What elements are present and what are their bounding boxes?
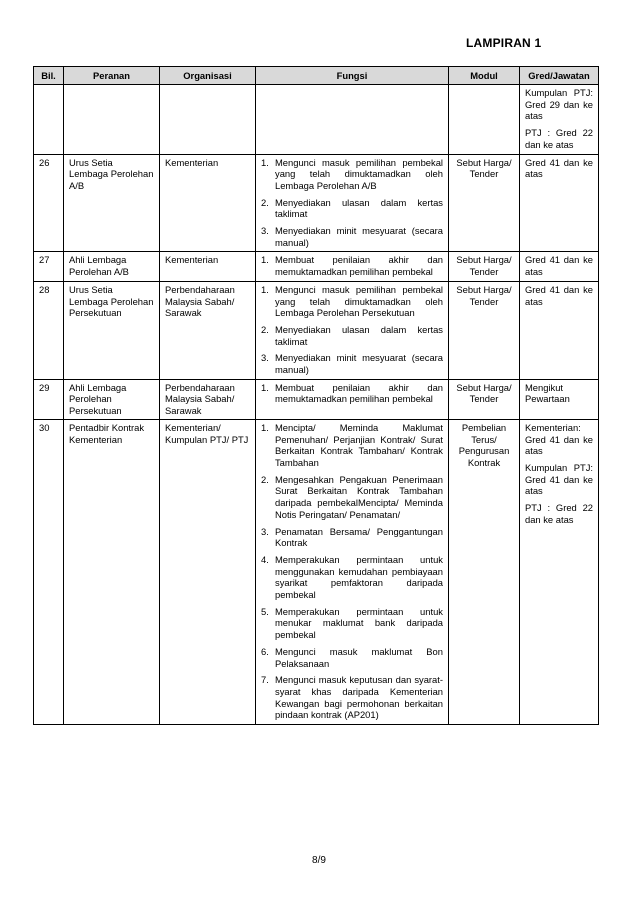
- fungsi-item-number: 5.: [261, 605, 269, 617]
- cell-organisasi: [160, 85, 256, 155]
- cell-gred: [520, 85, 599, 155]
- fungsi-item-number: 3.: [261, 525, 269, 537]
- col-header-fungsi: Fungsi: [256, 67, 449, 85]
- gred-line: Kumpulan PTJ: Gred 29 dan ke atas: [525, 87, 593, 122]
- cell-modul: Sebut Harga/ Tender: [449, 379, 520, 419]
- fungsi-item-text: Mencipta/ Meminda Maklumat Pemenuhan/ Perjanjian Kontrak/ Surat Berkaitan Kontrak Tambahan/ Kontrak Tambahan: [275, 421, 443, 468]
- fungsi-item: [261, 197, 443, 220]
- fungsi-item-number: 2.: [261, 473, 269, 485]
- cell-bil: 26: [34, 154, 64, 252]
- fungsi-item: [261, 554, 443, 601]
- gred-line: Kementerian: Gred 41 dan ke atas: [525, 421, 593, 457]
- col-header-bil: Bil.: [34, 67, 64, 85]
- fungsi-item-number: 4.: [261, 553, 269, 565]
- fungsi-item-number: 1.: [261, 283, 269, 295]
- table-row: [34, 419, 599, 724]
- fungsi-item-number: 1.: [261, 156, 269, 168]
- cell-modul: Sebut Harga/ Tender: [449, 154, 520, 252]
- fungsi-item: [261, 646, 443, 669]
- fungsi-list: [261, 422, 443, 721]
- fungsi-item-number: 2.: [261, 323, 269, 335]
- fungsi-item-text: Penamatan Bersama/ Penggantungan Kontrak: [275, 525, 443, 549]
- table-row: [34, 379, 599, 419]
- cell-modul: Sebut Harga/ Tender: [449, 281, 520, 379]
- fungsi-item: [261, 474, 443, 521]
- gred-line: Kumpulan PTJ: Gred 41 dan ke atas: [525, 461, 593, 497]
- fungsi-item: [261, 382, 443, 405]
- fungsi-item: [261, 324, 443, 347]
- fungsi-item-number: 3.: [261, 225, 269, 237]
- cell-peranan: Pentadbir Kontrak Kementerian: [64, 419, 160, 724]
- fungsi-item-number: 1.: [261, 254, 269, 266]
- fungsi-list: [261, 254, 443, 277]
- fungsi-item-number: 2.: [261, 196, 269, 208]
- fungsi-item-text: Mengunci masuk maklumat Bon Pelaksanaan: [275, 645, 443, 669]
- cell-bil: 27: [34, 252, 64, 281]
- col-header-modul: Modul: [449, 67, 520, 85]
- fungsi-list: [261, 157, 443, 249]
- gred-line: Mengikut Pewartaan: [525, 381, 570, 405]
- fungsi-item-text: Menyediakan ulasan dalam kertas taklimat: [275, 196, 443, 220]
- cell-fungsi: [256, 154, 449, 252]
- table-row-continued: [34, 85, 599, 155]
- fungsi-item-text: Memperakukan permintaan untuk menukar maklumat bank daripada pembekal: [275, 605, 443, 641]
- cell-gred: [520, 281, 599, 379]
- cell-peranan: Urus Setia Lembaga Perolehan Persekutuan: [64, 281, 160, 379]
- fungsi-item: [261, 422, 443, 469]
- fungsi-item-number: 1.: [261, 421, 269, 433]
- cell-fungsi: [256, 252, 449, 281]
- cell-fungsi: [256, 379, 449, 419]
- col-header-gred: Gred/Jawatan: [520, 67, 599, 85]
- fungsi-item-text: Mengunci masuk pemilihan pembekal yang telah dimuktamadkan oleh Lembaga Perolehan A/B: [275, 156, 443, 191]
- cell-bil: [34, 85, 64, 155]
- cell-peranan: [64, 85, 160, 155]
- fungsi-list: [261, 382, 443, 405]
- fungsi-item-number: 1.: [261, 381, 269, 393]
- fungsi-item-text: Memperakukan permintaan untuk menggunakan kemudahan pembiayaan syarikat pemfaktoran daripada pembekal: [275, 553, 443, 601]
- fungsi-item-number: 7.: [261, 674, 269, 686]
- gred-line: Gred 41 dan ke atas: [525, 283, 593, 307]
- fungsi-item-text: Mengunci masuk pemilihan pembekal yang telah dimuktamadkan oleh Lembaga Perolehan Persekutuan: [275, 283, 443, 319]
- fungsi-item: [261, 254, 443, 277]
- cell-modul: Pembelian Terus/ Pengurusan Kontrak: [449, 419, 520, 724]
- fungsi-item: [261, 674, 443, 721]
- appendix-label: LAMPIRAN 1: [466, 36, 542, 50]
- fungsi-item: [261, 284, 443, 319]
- cell-organisasi: Kementerian/ Kumpulan PTJ/ PTJ: [160, 419, 256, 724]
- cell-organisasi: Perbendaharaan Malaysia Sabah/ Sarawak: [160, 281, 256, 379]
- fungsi-item-text: Mengunci masuk keputusan dan syarat-syarat khas daripada Kementerian Kewangan bagi permohonan berkaitan pindaan kontrak (AP201): [275, 674, 443, 721]
- fungsi-item-text: Mengesahkan Pengakuan Penerimaan Surat Berkaitan Kontrak Tambahan daripada pembekalMencipta/ Meminda Notis Peringatan/ Penamatan/: [275, 473, 443, 520]
- cell-modul: Sebut Harga/ Tender: [449, 252, 520, 281]
- cell-organisasi: Kementerian: [160, 252, 256, 281]
- cell-organisasi: Perbendaharaan Malaysia Sabah/ Sarawak: [160, 379, 256, 419]
- cell-fungsi: [256, 419, 449, 724]
- fungsi-item-number: 3.: [261, 352, 269, 364]
- cell-fungsi: [256, 85, 449, 155]
- cell-peranan: Ahli Lembaga Perolehan Persekutuan: [64, 379, 160, 419]
- gred-line: PTJ : Gred 22 dan ke atas: [525, 502, 593, 525]
- fungsi-item-text: Membuat penilaian akhir dan memuktamadkan pemilihan pembekal: [275, 381, 443, 405]
- table-row: [34, 252, 599, 281]
- cell-organisasi: Kementerian: [160, 154, 256, 252]
- table-row: [34, 281, 599, 379]
- fungsi-item: [261, 157, 443, 192]
- cell-bil: 28: [34, 281, 64, 379]
- cell-gred: [520, 379, 599, 419]
- fungsi-item: [261, 526, 443, 549]
- roles-table: [33, 66, 599, 725]
- fungsi-item-text: Menyediakan minit mesyuarat (secara manual): [275, 225, 443, 248]
- cell-fungsi: [256, 281, 449, 379]
- fungsi-item: [261, 606, 443, 641]
- cell-gred: [520, 252, 599, 281]
- gred-line: Gred 41 dan ke atas: [525, 254, 593, 278]
- cell-bil: 30: [34, 419, 64, 724]
- fungsi-item: [261, 352, 443, 375]
- table-row: [34, 154, 599, 252]
- gred-line: Gred 41 dan ke atas: [525, 156, 593, 180]
- cell-gred: [520, 154, 599, 252]
- fungsi-item-text: Membuat penilaian akhir dan memuktamadkan pemilihan pembekal: [275, 254, 443, 278]
- cell-gred: [520, 419, 599, 724]
- cell-bil: 29: [34, 379, 64, 419]
- table-header-row: [34, 67, 599, 85]
- cell-peranan: Ahli Lembaga Perolehan A/B: [64, 252, 160, 281]
- cell-peranan: Urus Setia Lembaga Perolehan A/B: [64, 154, 160, 252]
- fungsi-list: [261, 284, 443, 376]
- col-header-organisasi: Organisasi: [160, 67, 256, 85]
- page-number: 8/9: [312, 855, 326, 866]
- fungsi-item-text: Menyediakan minit mesyuarat (secara manual): [275, 352, 443, 376]
- col-header-peranan: Peranan: [64, 67, 160, 85]
- fungsi-item-text: Menyediakan ulasan dalam kertas taklimat: [275, 323, 443, 347]
- fungsi-item: [261, 225, 443, 248]
- fungsi-item-number: 6.: [261, 645, 269, 657]
- cell-modul: [449, 85, 520, 155]
- gred-line: PTJ : Gred 22 dan ke atas: [525, 127, 593, 150]
